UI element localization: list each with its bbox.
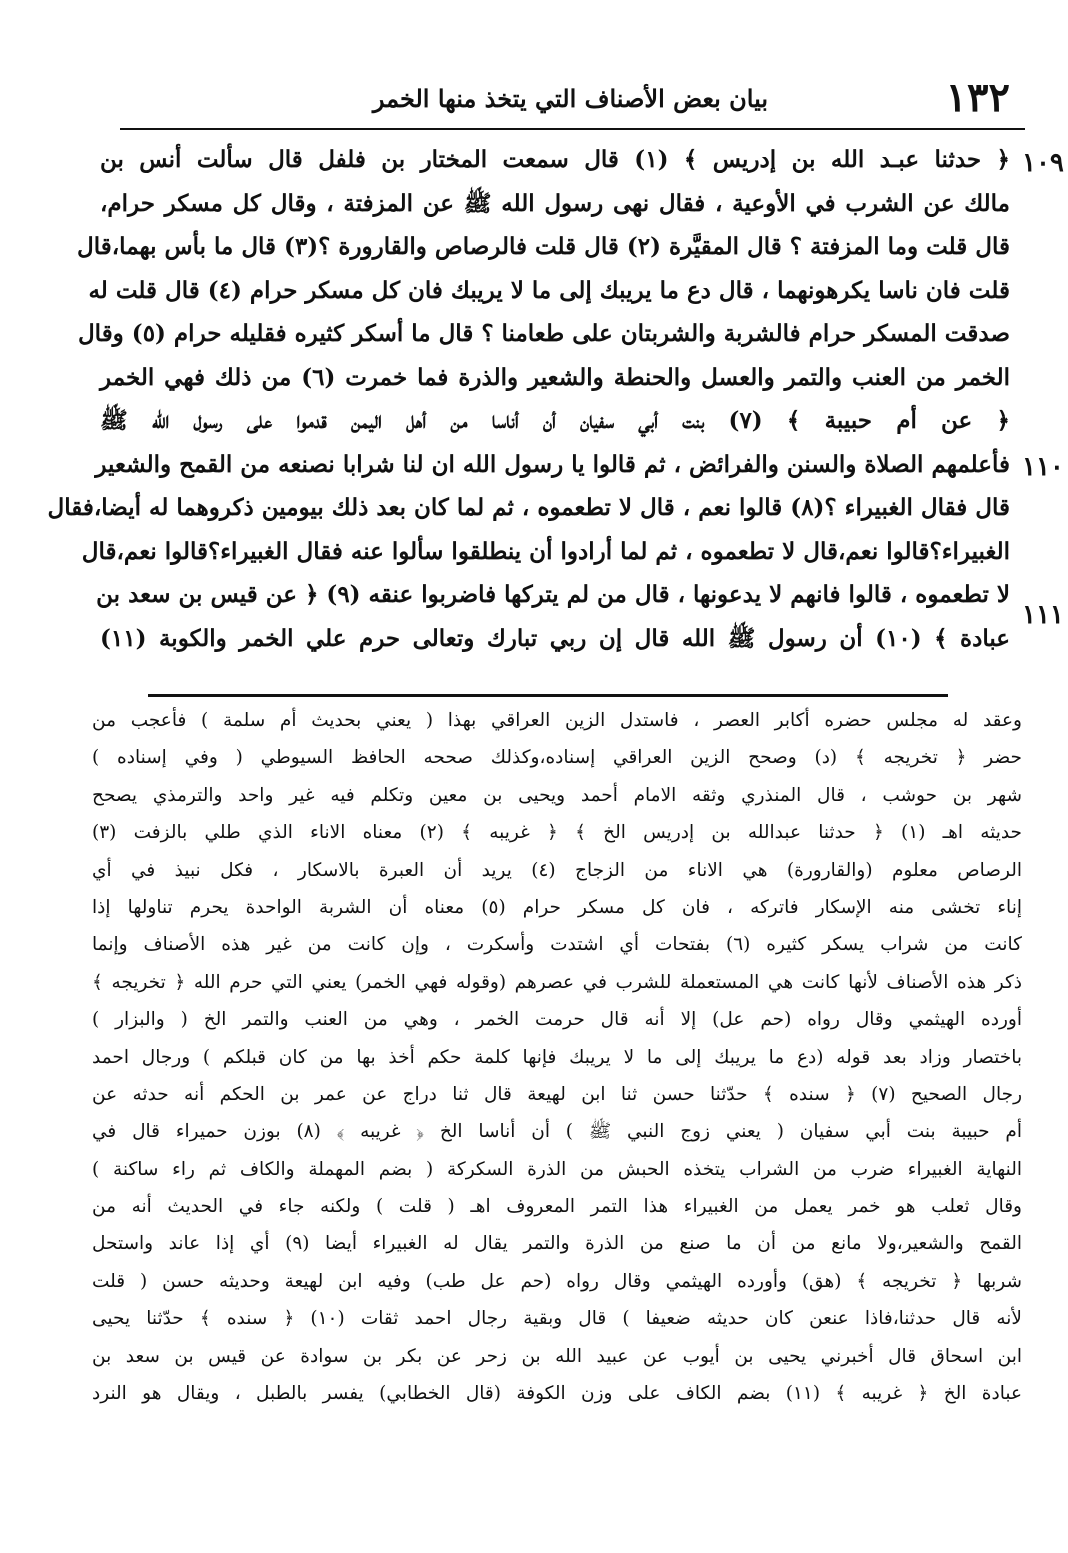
footnote-line: شربها ﴿ تخريجه ﴾ (هق) وأورده الهيثمي وقال رواه (حم عل طب) وفيه ابن لهيعة وحديثه حسن ( قلت bbox=[92, 1270, 1022, 1292]
hadith-number-110: ١١٠ bbox=[1022, 452, 1064, 482]
main-text-line: ﴿ عن أم حبيبة ﴾ (٧) بنت أبي سفيان أن أناسا من أهل اليمن قدموا على رسول الله ﷺ bbox=[100, 407, 1010, 434]
footnote-line: وعقد له مجلس حضره أكابر العصر ، فاستدل الزين العراقي بهذا ( يعني بحديث أم سلمة ) فأعجب من bbox=[92, 710, 1022, 731]
footnote-line bbox=[92, 1450, 1022, 1487]
footnote-line bbox=[92, 1487, 1022, 1524]
main-text-line: قال فقال الغبيراء ؟(٨) قالوا نعم ، قال لا تطعموه ، ثم لما كان بعد ذلك بيومين ذكروهما له أيضا،فقال bbox=[47, 494, 1010, 521]
footnote-line: القمح والشعير،ولا مانع من أن ما صنع من الذرة والتمر يقال له الغبيراء أيضا (٩) أي إذا عاند واستحل bbox=[92, 1233, 1022, 1255]
main-text-line: فأعلمهم الصلاة والسنن والفرائض ، ثم قالوا يا رسول الله ان لنا شرابا نصنعه من القمح والشعير bbox=[95, 450, 1010, 478]
main-text-line: مالك عن الشرب في الأوعية ، فقال نهى رسول الله ﷺ عن المزفتة ، وقال كل مسكر حرام، bbox=[100, 189, 1010, 217]
main-text-line: الخمر من العنب والتمر والعسل والحنطة والشعير والذرة فما خمرت (٦) من ذلك فهي الخمر bbox=[100, 363, 1010, 391]
footnote-line: النهاية الغبيراء ضرب من الشراب يتخذه الحبش من الذرة السكركة ( بضم المهملة والكاف ثم راء ساكنة ) bbox=[92, 1158, 1022, 1180]
footnote-line: رجال الصحيح (٧) ﴿ سنده ﴾ حدّثنا حسن ثنا ابن لهيعة قال ثنا دراج عن عمر بن الحكم أنه حدثه عن bbox=[92, 1083, 1023, 1105]
footnote-line: عبادة الخ ﴿ غريبه ﴾ (١١) بضم الكاف على وزن الكوفة (قال الخطابي) يفسر بالطبل ، ويقال هو النرد bbox=[92, 1383, 1022, 1405]
footnote-line: حضر ﴿ تخريجه ﴾ (د) وصحح الزين العراقي إسناده،وكذلك صححه الحافظ السيوطي ( وفي إسناده ) bbox=[92, 747, 1022, 769]
footnote-line: الرصاص معلوم (والقارورة) هي الاناء من الزجاج (٤) يريد أن العبرة بالاسكار ، فكل نبيذ في أي bbox=[92, 859, 1022, 881]
running-title: بيان بعض الأصناف التي يتخذ منها الخمر bbox=[372, 84, 768, 113]
main-text-line: الغبيراء؟قالوا نعم،قال لا تطعموه ، ثم لما أرادوا أن ينطلقوا سألوا عنه فقال الغبيراء؟قالوا نعم،قال bbox=[81, 537, 1010, 565]
footnotes bbox=[92, 702, 1022, 1525]
footnote-line: لأنه قال حدثنا،فاذا عنعن كان حديثه ضعيفا ) قال وبقية رجال احمد ثقات (١٠) ﴿ سنده ﴾ حدّثنا يحيى bbox=[92, 1308, 1022, 1330]
header-rule bbox=[120, 128, 1025, 130]
page-header bbox=[118, 70, 1018, 120]
hadith-number-111: ١١١ bbox=[1022, 600, 1064, 630]
hadith-number-109: ١٠٩ bbox=[1022, 148, 1064, 178]
footnote-line: أورده الهيثمي وقال رواه (حم عل) إلا أنه قال حرمت الخمر ، وهي من العنب والتمر الخ ( والبزار ) bbox=[92, 1009, 1022, 1031]
footnote-line: باختصار وزاد بعد قوله (دع ما يريبك إلى ما لا يريبك فإنها كلمة حكم أخذ بها من كان قبلكم ) ورجال احمد bbox=[92, 1046, 1022, 1068]
footnote-separator bbox=[148, 694, 948, 697]
main-text-line: لا تطعموه ، قالوا فانهم لا يدعونها ، قال من لم يتركها فاضربوا عنقه (٩) ﴿ عن قيس بن سعد بن bbox=[96, 581, 1010, 608]
main-text-line: قال قلت وما المزفتة ؟ قال المقيَّرة (٢) قال قلت فالرصاص والقارورة ؟(٣) قال ما بأس بهما،قال bbox=[77, 233, 1010, 260]
footnote-line: إناء تخشى منه الإسكار فاتركه ، فان كل مسكر حرام (٥) معناه أن الشربة الواحدة يحرم تناولها إذا bbox=[92, 896, 1022, 918]
footnote-line: ذكر هذه الأصناف لأنها كانت هي المستعملة للشرب في عصرهم (وقوله فهي الخمر) يعني التي حرم الله ﴿ تخريجه ﴾ bbox=[92, 971, 1022, 993]
main-text-line: صدقت المسكر حرام فالشربة والشربتان على طعامنا ؟ قال ما أسكر كثيره فقليله حرام (٥) وقال bbox=[77, 320, 1010, 347]
footnote-line: ابن اسحاق قال أخبرني يحيى بن أيوب عن عبيد الله بن زحر عن بكر بن سوادة عن قيس بن سعد بن bbox=[92, 1345, 1022, 1367]
main-text-line: عبادة ﴾ (١٠) أن رسول ﷺ الله قال إن ربي تبارك وتعالى حرم علي الخمر والكوبة (١١) bbox=[100, 624, 1010, 652]
footnote-line: كانت من شراب يسكر كثيره (٦) بفتحات أي اشتدت وأسكرت ، وإن كانت من غير هذه الأصناف وإنما bbox=[92, 934, 1022, 956]
page-number: ١٣٢ bbox=[945, 74, 1010, 121]
footnote-line: شهر بن حوشب ، قال المنذري وثقه الامام أحمد ويحيى بن معين وتكلم فيه غير واحد والترمذي يصحح bbox=[92, 784, 1022, 806]
main-text bbox=[47, 138, 1011, 660]
footnote-line bbox=[92, 1412, 1022, 1449]
footnote-line: أم حبيبة بنت أبي سفيان ( يعني زوج النبي ﷺ ) أن أناسا الخ ﴿ غريبه ﴾ (٨) بوزن حميراء قال في bbox=[92, 1121, 1022, 1143]
main-text-line: قلت فان ناسا يكرهونهما ، قال دع ما يريبك إلى ما لا يريبك فان كل مسكر حرام (٤) قال قلت له bbox=[88, 276, 1010, 304]
footnote-line: وقال ثعلب هو خمر يعمل من الغبيراء هذا التمر المعروف اهـ ( قلت ) ولكنه جاء في الحديث أنه من bbox=[92, 1196, 1022, 1218]
footnote-line: حديثه اهـ (١) ﴿ حدثنا عبدالله بن إدريس الخ ﴾ ﴿ غريبه ﴾ (٢) معناه الاناء الذي طلي بالزفت (٣) bbox=[92, 822, 1022, 844]
main-text-line: ﴿ حدثنا عبـد الله بن إدريس ﴾ (١) قال سمعت المختار بن فلفل قال سألت أنس بن bbox=[100, 146, 1011, 173]
